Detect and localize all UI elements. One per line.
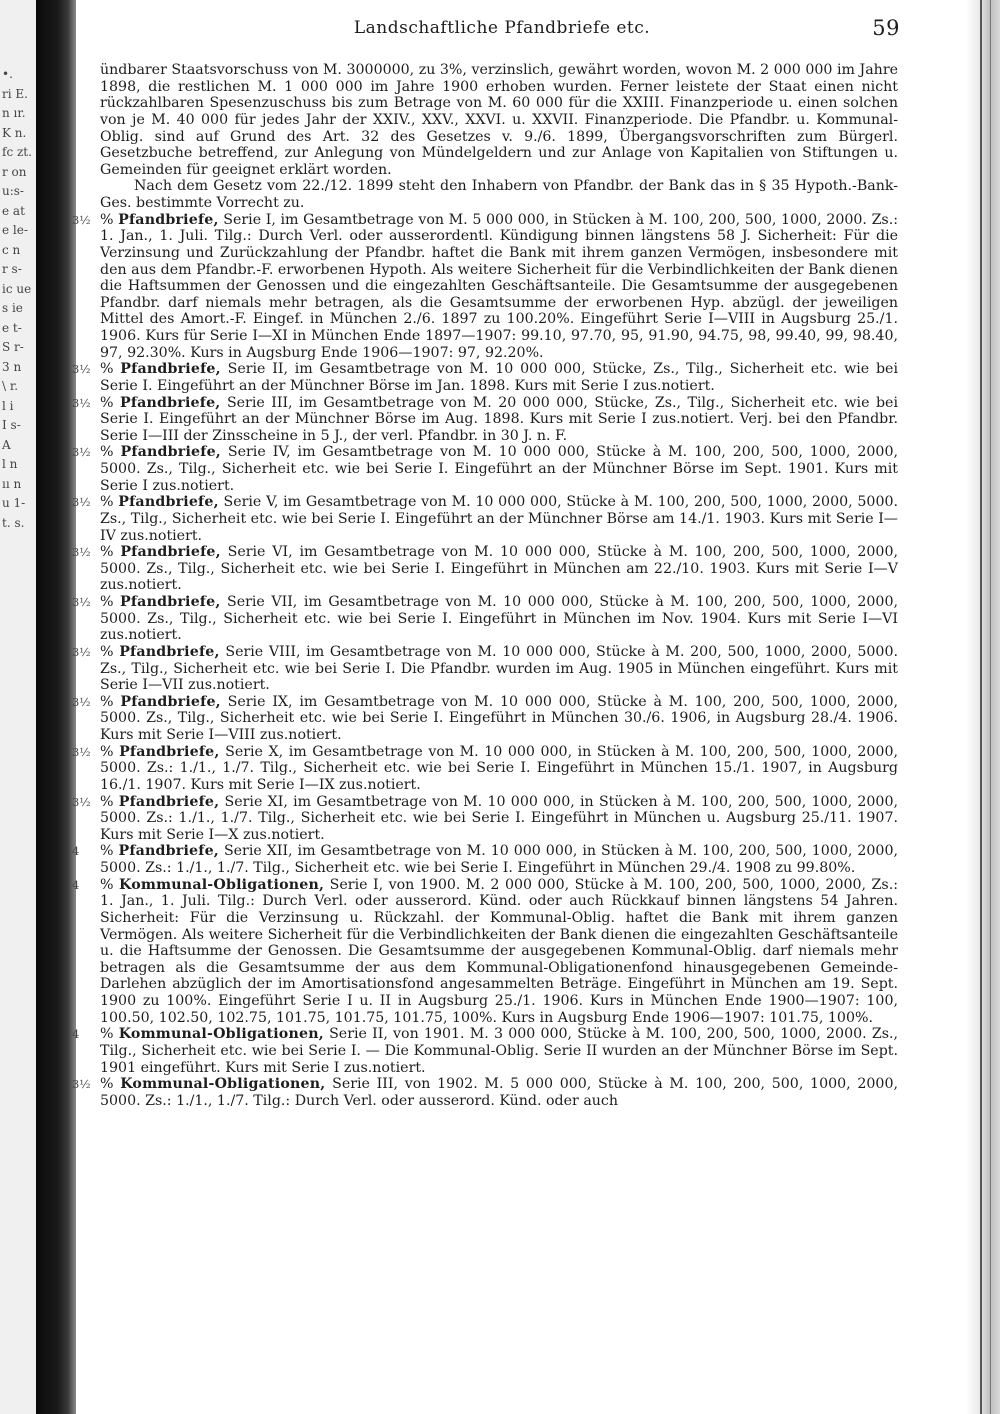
entry-title: Pfandbriefe,	[119, 743, 220, 760]
entry-text: Serie III, im Gesamtbetrage von M. 20 000 000, Stücke, Zs., Tilg., Sicherheit etc. wie bei Serie I. Eingeführt an der Münchner Börse im Aug. 1898. Kurs mit Serie I zus.notiert. Verj. bei den Pfandbr. Serie I—III der Zinsscheine in 5 J., der verl. Pfandbr. in 30 J. n. F.	[100, 394, 898, 444]
running-title: Landschaftliche Pfandbriefe etc.	[353, 18, 651, 38]
entry-text: Serie VI, im Gesamtbetrage von M. 10 000 000, Stücke à M. 100, 200, 500, 1000, 2000, 5000. Zs., Tilg., Sicherheit etc. wie bei Serie I. Eingeführt in München am 22./10. 1903. Kurs mit Serie I—V zus.notiert.	[100, 544, 898, 594]
entry-title: Pfandbriefe,	[120, 544, 221, 561]
percent-sign: %	[100, 693, 114, 710]
bond-entry	[72, 361, 898, 394]
entry-title: Kommunal-Obligationen,	[118, 876, 325, 893]
margin-fragment: •.	[2, 67, 13, 81]
bond-entry	[72, 793, 898, 844]
percent-sign: %	[100, 361, 114, 378]
entry-text: Serie V, im Gesamtbetrage von M. 10 000 000, Stücke à M. 100, 200, 500, 1000, 2000, 5000. Zs., Tilg., Sicherheit etc. wie bei Serie I. Eingeführt an der Münchner Börse am 14./1. 1903. Kurs mit Serie I—IV zus.notiert.	[100, 494, 899, 544]
interest-rate: 4	[72, 877, 80, 892]
margin-fragment: r on	[2, 164, 27, 179]
percent-sign: %	[100, 444, 114, 461]
bond-entry	[72, 544, 898, 594]
page	[98, 18, 906, 44]
bond-entry	[72, 394, 898, 445]
interest-rate: 3½	[72, 595, 91, 609]
margin-fragment: u 1-	[2, 496, 26, 510]
entry-title: Pfandbriefe,	[118, 793, 220, 810]
margin-fragment: u:s-	[2, 184, 24, 198]
margin-fragment: 3 n	[2, 359, 22, 374]
percent-sign: %	[100, 643, 114, 660]
margin-fragment: n ır.	[2, 106, 26, 120]
page-number: 59	[872, 16, 900, 40]
interest-rate: 3½	[72, 1077, 91, 1092]
bond-entry	[72, 1076, 898, 1109]
margin-fragment: r s-	[2, 262, 22, 276]
margin-fragment: e t-	[2, 320, 22, 335]
paragraph: Nach dem Gesetz vom 22./12. 1899 steht den Inhabern von Pfandbr. der Bank das in § 35 Hypoth.-Bank-Ges. bestimmte Vorrecht zu.	[100, 178, 898, 211]
entry-title: Pfandbriefe,	[118, 843, 219, 860]
running-header	[98, 18, 906, 44]
bond-entry	[72, 494, 899, 544]
bond-entry	[72, 1026, 898, 1076]
entry-text: Serie IX, im Gesamtbetrage von M. 10 000 000, Stücke à M. 100, 200, 500, 1000, 2000, 5000. Zs., Tilg., Sicherheit etc. wie bei Serie I. Eingeführt in München 30./6. 1906, in Augsburg 28./4. 1906. Kurs mit Serie I—VIII zus.notiert.	[100, 693, 898, 743]
interest-rate: 3½	[72, 395, 91, 410]
entry-title: Pfandbriefe,	[120, 444, 221, 461]
entry-title: Pfandbriefe,	[119, 394, 221, 411]
bond-entry	[72, 843, 898, 876]
percent-sign: %	[100, 743, 114, 760]
bond-entry	[72, 743, 898, 794]
entry-title: Pfandbriefe,	[118, 211, 219, 228]
margin-fragment: I s-	[2, 418, 21, 432]
margin-fragment: l i	[2, 398, 14, 413]
entry-text: Serie XI, im Gesamtbetrage von M. 10 000 000, in Stücken à M. 100, 200, 500, 1000, 2000, 5000. Zs.: 1./1., 1./7. Tilg., Sicherheit etc. wie bei Serie I. Eingeführt in München u. Augsburg 25./11. 1907. Kurs mit Serie I—X zus.notiert.	[100, 793, 898, 843]
entry-text: Serie I, von 1900. M. 2 000 000, Stücke à M. 100, 200, 500, 1000, 2000, Zs.: 1. Jan., 1. Juli. Tilg.: Durch Verl. oder ausserord. Künd. oder auch Rückkauf binnen längstens 54 Jahren. Sicherheit: Für die Verzinsung u. Rückzahl. der Kommunal-Oblig. haftet die Bank mit ihrem ganzen Vermögen. Als weitere Sicherheit für die Verbindlichkeiten der Bank dienen die eingezahlten Geschäftsanteile u. die Haftsumme der Genossen. Die Gesamtsumme der ausgegebenen Kommunal-Oblig. darf niemals mehr betragen als die Gesamtsumme der aus dem Kommunal-Obligationenfond hinausgegebenen Gemeinde-Darlehen abzüglich der im Amortisationsfond angesammelten Beträge. Eingeführt in München am 19. Sept. 1900 zu 100%. Eingeführt Serie I u. II in Augsburg 25./1. 1906. Kurs in München Ende 1900—1907: 100, 100.50, 102.50, 102.75, 101.75, 101.75, 101.75, 100%. Kurs in Augsburg Ende 1906—1907: 101.75, 100%.	[100, 876, 898, 1026]
entry-title: Kommunal-Obligationen,	[120, 1076, 326, 1093]
entry-title: Pfandbriefe,	[120, 361, 221, 378]
margin-fragment: ıı n	[2, 476, 22, 491]
percent-sign: %	[100, 494, 114, 511]
bond-entry	[72, 693, 898, 744]
margin-fragment: ic ue	[2, 281, 32, 296]
margin-fragment: ri E.	[2, 86, 28, 101]
margin-fragment: A	[2, 437, 11, 452]
margin-fragment: \ r.	[2, 379, 19, 393]
margin-fragment: t. s.	[2, 515, 25, 530]
margin-fragment: e le-	[2, 223, 28, 237]
percent-sign: %	[100, 1076, 114, 1093]
entry-text: Serie X, im Gesamtbetrage von M. 10 000 000, in Stücken à M. 100, 200, 500, 1000, 2000, 5000. Zs.: 1./1., 1./7. Tilg., Sicherheit etc. wie bei Serie I. Eingeführt in München 15./1. 1907, in Augsburg 16./1. 1907. Kurs mit Serie I—IX zus.notiert.	[100, 743, 898, 793]
entry-text: Serie VII, im Gesamtbetrage von M. 10 000 000, Stücke à M. 100, 200, 500, 1000, 2000, 5000. Zs., Tilg., Sicherheit etc. wie bei Serie I. Eingeführt in München im Nov. 1904. Kurs mit Serie I—VI zus.notiert.	[100, 594, 898, 644]
margin-fragment: l n	[2, 457, 18, 471]
margin-fragment: S r-	[2, 340, 24, 354]
interest-rate: 3½	[72, 445, 91, 460]
interest-rate: 3½	[72, 744, 91, 759]
paragraph: ündbarer Staatsvorschuss von M. 3000000, zu 3%, verzinslich, gewährt worden, wovon M. 2 000 000 im Jahre 1898, die restlichen M. 1 000 000 im Jahre 1900 erhoben wurden. Ferner leistete der Staat einen nicht rückzahlbaren Spesenzuschuss bis zum Betrage von M. 60 000 für die XXIII. Finanzperiode u. einen solchen von je M. 40 000 für jedes Jahr der XXIV., XXV., XXVI. u. XXVII. Finanzperiode. Die Pfandbr. u. Kommunal-Oblig. sind auf Grund des Art. 32 des Gesetzes v. 9./6. 1899, Übergangsvorschriften zum Bürgerl. Gesetzbuche betreffend, zur Anlegung von Mündelgeldern und zur Anlage von Kapitalien von Stiftungen u. Gemeinden für geeignet erklärt worden.	[100, 62, 898, 178]
interest-rate: 3½	[72, 694, 91, 709]
percent-sign: %	[100, 793, 114, 810]
percent-sign: %	[100, 211, 114, 228]
previous-page-strip	[0, 0, 36, 1414]
entry-text: Serie I, im Gesamtbetrage von M. 5 000 000, in Stücken à M. 100, 200, 500, 1000, 2000. Zs.: 1. Jan., 1. Juli. Tilg.: Durch Verl. oder ausserordentl. Kündigung binnen längstens 58 J. Sicherheit: Für die Verzinsung und Zurückzahlung der Pfandbr. haftet die Bank mit ihrem ganzen Vermögen, insbesondere mit den aus dem Pfandbr.-F. erworbenen Hypoth. Als weitere Sicherheit für die Verbindlichkeiten der Bank dienen die Haftsummen der Genossen und die eingezahlten Geschäftsanteile. Die Gesamtsumme der ausgegebenen Pfandbr. darf niemals mehr betragen, als die Gesamtsumme der erworbenen Hyp. abzügl. der jeweiligen Mittel des Amort.-F. Eingef. in München 2./6. 1897 zu 100.20%. Eingeführt Serie I—VIII in Augsburg 25./1. 1906. Kurs für Serie I—XI in München Ende 1897—1907: 99.10, 97.70, 95, 91.90, 94.75, 98, 99.40, 99, 98.40, 97, 92.30%. Kurs in Augsburg Ende 1906—1907: 97, 92.20%.	[100, 211, 899, 361]
margin-fragment: K n.	[2, 125, 27, 140]
entry-text: Serie III, von 1902. M. 5 000 000, Stücke à M. 100, 200, 500, 1000, 2000, 5000. Zs.: 1./1., 1./7. Tilg.: Durch Verl. oder ausserord. Künd. oder auch	[100, 1076, 898, 1109]
entry-title: Pfandbriefe,	[118, 494, 219, 511]
entry-text: Serie II, im Gesamtbetrage von M. 10 000 000, Stücke, Zs., Tilg., Sicherheit etc. wie bei Serie I. Eingeführt an der Münchner Börse im Jan. 1898. Kurs mit Serie I zus.notiert.	[100, 361, 898, 394]
interest-rate: 3½	[72, 362, 91, 377]
percent-sign: %	[100, 594, 114, 610]
interest-rate: 3½	[72, 794, 91, 809]
margin-fragment: fc zt.	[2, 145, 32, 159]
entry-title: Pfandbriefe,	[120, 693, 221, 710]
interest-rate: 4	[72, 844, 80, 859]
bond-entry	[72, 643, 898, 694]
bond-entry	[72, 876, 898, 1027]
interest-rate: 3½	[72, 545, 91, 560]
percent-sign: %	[100, 843, 114, 860]
percent-sign: %	[100, 544, 114, 561]
bond-entry	[72, 594, 898, 644]
entry-text: Serie IV, im Gesamtbetrage von M. 10 000 000, Stücke à M. 100, 200, 500, 1000, 2000, 5000. Zs., Tilg., Sicherheit etc. wie bei Serie I. Eingeführt an der Münchner Börse im Sept. 1901. Kurs mit Serie I zus.notiert.	[100, 444, 898, 494]
entry-list	[72, 211, 899, 1110]
entry-title: Pfandbriefe,	[120, 594, 221, 610]
entry-title: Pfandbriefe,	[119, 643, 220, 660]
interest-rate: 3½	[72, 212, 91, 227]
percent-sign: %	[100, 876, 114, 893]
entry-text: Serie XII, im Gesamtbetrage von M. 10 000 000, in Stücken à M. 100, 200, 500, 1000, 2000, 5000. Zs.: 1./1., 1./7. Tilg., Sicherheit etc. wie bei Serie I. Eingeführt in München 29./4. 1908 zu 99.80%.	[100, 843, 898, 876]
interest-rate: 4	[72, 1027, 80, 1042]
book-gutter-shadow	[36, 0, 76, 1414]
bond-entry	[72, 211, 899, 362]
margin-fragment: e at	[2, 203, 25, 218]
percent-sign: %	[100, 1026, 114, 1043]
entry-text: Serie II, von 1901. M. 3 000 000, Stücke à M. 100, 200, 500, 1000, 2000. Zs., Tilg., Sicherheit etc. wie bei Serie I. — Die Kommunal-Oblig. Serie II wurden an der Münchner Börse im Sept. 1901 eingeführt. Kurs mit Serie I zus.notiert.	[100, 1026, 898, 1076]
interest-rate: 3½	[72, 644, 91, 659]
entry-title: Kommunal-Obligationen,	[118, 1026, 324, 1043]
interest-rate: 3½	[72, 495, 91, 510]
margin-fragment: c n	[2, 242, 21, 257]
entry-text: Serie VIII, im Gesamtbetrage von M. 10 000 000, Stücke à M. 200, 500, 1000, 2000, 5000. Zs., Tilg., Sicherheit etc. wie bei Serie I. Die Pfandbr. wurden im Aug. 1905 in München eingeführt. Kurs mit Serie I—VII zus.notiert.	[100, 643, 898, 694]
percent-sign: %	[100, 394, 114, 411]
margin-fragment: s ie	[2, 301, 23, 315]
body-text	[72, 62, 899, 1109]
bond-entry	[72, 444, 898, 494]
page-edge	[966, 0, 1000, 1414]
